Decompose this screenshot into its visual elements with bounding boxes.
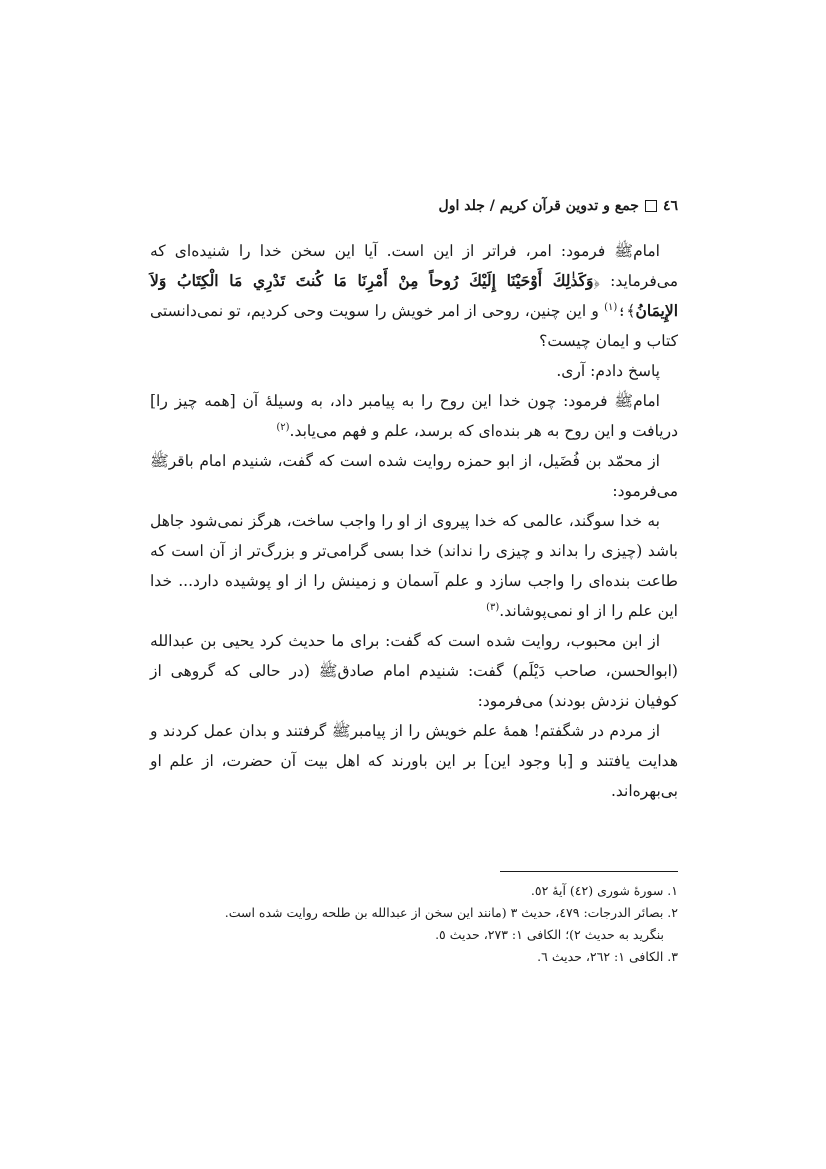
text-run: و این چنین، روحی از امر خویش را سویت وحی کردیم، تو نمی‌دانستی کتاب و ایمان چیست؟ bbox=[150, 302, 678, 350]
text-run: به خدا سوگند، عالمی که خدا پیروی از او را واجب ساخت، هرگز نمی‌شود جاهل باشد (چیزی را بداند و چیزی را نداند) خدا بسی گرامی‌تر و بزرگ‌تر از آن است که طاعت بنده‌ای را واجب سازد و علم آسمان و زمینش را از او پوشیده دارد... خدا این علم را از او نمی‌پوشاند. bbox=[150, 512, 678, 620]
text-run: فرمود: امر، فراتر از این است. آیا این سخن خدا را شنیده‌ای که می‌فرماید: ﴿ bbox=[150, 242, 678, 290]
quran-verse: وَكَذٰلِكَ أَوْحَيْنَا إِلَيْكَ رُوحاً مِنْ أَمْرِنَا مَا كُنتَ تَدْرِي مَا الْكِتَابُ وَلاَ الإِيمَانُ bbox=[150, 271, 678, 320]
text-run: از ابن محبوب، روایت شده است که گفت: برای ما حدیث کرد یحیی بن عبدالله (ابوالحسن، صاحب دَیْلَم) گفت: شنیدم امام صادق bbox=[150, 632, 678, 680]
text-run: پاسخ دادم: آری. bbox=[556, 362, 660, 380]
text-run: ﷺ bbox=[614, 392, 634, 410]
text-run: از مردم در شگفتم! همهٔ علم خویش را از پیامبر bbox=[350, 722, 660, 740]
paragraph bbox=[150, 716, 678, 806]
text-run: ﴾؛ bbox=[617, 302, 636, 320]
footnote-line: ١. سورهٔ شوری (٤٢) آیهٔ ٥٢. bbox=[530, 883, 678, 898]
paragraph bbox=[150, 356, 678, 386]
footnote-line: ٣. الکافی ١: ٢٦٢، حدیث ٦. bbox=[537, 949, 678, 964]
text-run: ﷺ bbox=[150, 452, 169, 470]
footnote-ref: (٣) bbox=[486, 601, 500, 613]
footnote-divider bbox=[500, 871, 678, 872]
footnote-ref: (٢) bbox=[276, 421, 290, 433]
paragraph bbox=[150, 386, 678, 446]
text-run: می‌فرمود: bbox=[612, 482, 678, 500]
text-run: (در حالی که گروهی از کوفیان نزدش بودند) می‌فرمود: bbox=[150, 662, 678, 710]
text-run: ﷺ bbox=[318, 662, 338, 680]
text-run: فرمود: چون خدا این روح را به پیامبر داد، به وسیلهٔ آن [همه چیز را] دریافت و این روح به هر بنده‌ای که برسد، علم و فهم می‌یابد. bbox=[150, 392, 678, 440]
paragraph bbox=[150, 236, 678, 356]
text-run: امام bbox=[633, 392, 660, 410]
text-run: ﷺ bbox=[331, 722, 351, 740]
main-text bbox=[150, 236, 678, 806]
text-run: ﷺ bbox=[614, 242, 634, 260]
page-number: ٤٦ bbox=[662, 198, 678, 214]
paragraph bbox=[150, 506, 678, 626]
paragraph bbox=[150, 446, 678, 506]
square-icon bbox=[645, 200, 657, 212]
page-header bbox=[150, 198, 678, 214]
footnote-ref: (١) bbox=[604, 301, 618, 313]
text-run: گرفتند و بدان عمل کردند و هدایت یافتند و [با وجود این] بر این باورند که اهل بیت آن حضرت، از علم او بی‌بهره‌اند. bbox=[150, 722, 678, 800]
footnotes bbox=[150, 880, 678, 968]
paragraph bbox=[150, 626, 678, 716]
footnote-line: ٢. بصائر الدرجات: ٤٧٩، حدیث ٣ (مانند این سخن از عبدالله بن طلحه روایت شده است. bbox=[224, 905, 678, 920]
text-run: از محمّد بن فُضَیل، از ابو حمزه روایت شده است که گفت، شنیدم امام باقر bbox=[168, 452, 660, 470]
footnote-line: بنگرید به حدیث ٢)؛ الکافی ١: ٢٧٣، حدیث ٥. bbox=[435, 927, 664, 942]
text-run: امام bbox=[633, 242, 660, 260]
running-title: جمع و تدوین قرآن کریم / جلد اول bbox=[438, 198, 639, 214]
